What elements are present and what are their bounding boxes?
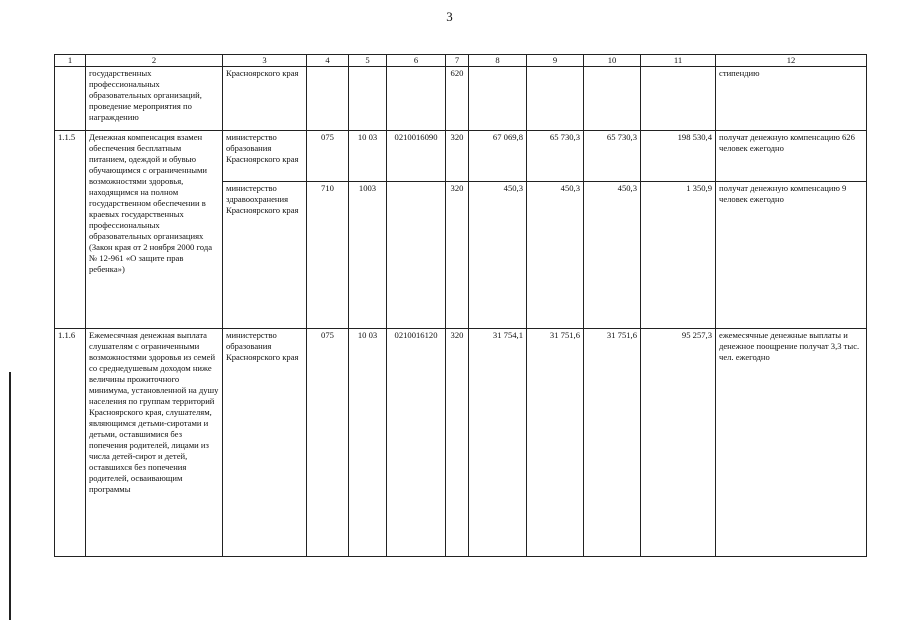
row-number [55, 67, 86, 131]
expected-result: получат денежную компенсацию 9 человек ежегодно [716, 182, 867, 329]
authority: министерство образования Красноярского края [223, 329, 307, 557]
year2-amount: 31 751,6 [527, 329, 584, 557]
grbs-code [307, 67, 349, 131]
year1-amount: 67 069,8 [469, 131, 527, 182]
header-cell: 11 [641, 55, 716, 67]
section-code: 10 03 [349, 131, 387, 182]
authority: министерство образования Красноярского края [223, 131, 307, 182]
section-code: 10 03 [349, 329, 387, 557]
target-article-code: 0210016120 [387, 329, 446, 557]
year3-amount: 31 751,6 [584, 329, 641, 557]
header-cell: 6 [387, 55, 446, 67]
year2-amount [527, 67, 584, 131]
total-amount: 1 350,9 [641, 182, 716, 329]
year3-amount: 450,3 [584, 182, 641, 329]
measure-name: Денежная компенсация взамен обеспечения бесплатным питанием, одеждой и обувью обучающимся с ограниченными возможностями здоровья, находящимся на полном государственном обеспечении в краевых государственных профессиональных образовательных организациях (Закон края от 2 ноября 2000 года № 12-961 «О защите прав ребенка») [86, 131, 223, 329]
header-cell: 7 [446, 55, 469, 67]
measure-name: государственных профессиональных образовательных организаций, проведение мероприятия по награждению [86, 67, 223, 131]
header-cell: 1 [55, 55, 86, 67]
expense-type-code: 320 [446, 131, 469, 182]
target-article-code: 0210016090 [387, 131, 446, 182]
page-number: 3 [446, 9, 453, 24]
year3-amount: 65 730,3 [584, 131, 641, 182]
header-cell: 9 [527, 55, 584, 67]
year1-amount: 450,3 [469, 182, 527, 329]
expense-type-code: 620 [446, 67, 469, 131]
row-number: 1.1.6 [55, 329, 86, 557]
expected-result: ежемесячные денежные выплаты и денежное поощрение получат 3,3 тыс. чел. ежегодно [716, 329, 867, 557]
table-row [55, 131, 867, 182]
header-cell: 3 [223, 55, 307, 67]
year1-amount [469, 67, 527, 131]
authority: Красноярского края [223, 67, 307, 131]
year3-amount [584, 67, 641, 131]
authority: министерство здравоохранения Красноярского края [223, 182, 307, 329]
target-article-code [387, 182, 446, 329]
header-row [55, 55, 867, 67]
scan-margin-line [9, 372, 11, 620]
expected-result: стипендию [716, 67, 867, 131]
total-amount [641, 67, 716, 131]
expense-type-code: 320 [446, 329, 469, 557]
table-row [55, 329, 867, 557]
total-amount: 198 530,4 [641, 131, 716, 182]
header-cell: 4 [307, 55, 349, 67]
header-cell: 8 [469, 55, 527, 67]
header-cell: 12 [716, 55, 867, 67]
header-cell: 10 [584, 55, 641, 67]
expected-result: получат денежную компенсацию 626 человек ежегодно [716, 131, 867, 182]
year2-amount: 65 730,3 [527, 131, 584, 182]
header-cell: 2 [86, 55, 223, 67]
year1-amount: 31 754,1 [469, 329, 527, 557]
row-number: 1.1.5 [55, 131, 86, 329]
section-code [349, 67, 387, 131]
grbs-code: 710 [307, 182, 349, 329]
expense-type-code: 320 [446, 182, 469, 329]
budget-table [54, 54, 867, 557]
grbs-code: 075 [307, 131, 349, 182]
header-cell: 5 [349, 55, 387, 67]
total-amount: 95 257,3 [641, 329, 716, 557]
measure-name: Ежемесячная денежная выплата слушателям с ограниченными возможностями здоровья из семей со среднедушевым доходом ниже величины прожиточного минимума, установленной на душу населения по группам территорий Красноярского края, слушателям, являющимся детьми-сиротами и детьми, оставшимися без попечения родителей, лицами из числа детей-сирот и детей, оставшихся без попечения родителей, осваивающим программы [86, 329, 223, 557]
section-code: 1003 [349, 182, 387, 329]
grbs-code: 075 [307, 329, 349, 557]
target-article-code [387, 67, 446, 131]
year2-amount: 450,3 [527, 182, 584, 329]
table-row [55, 67, 867, 131]
